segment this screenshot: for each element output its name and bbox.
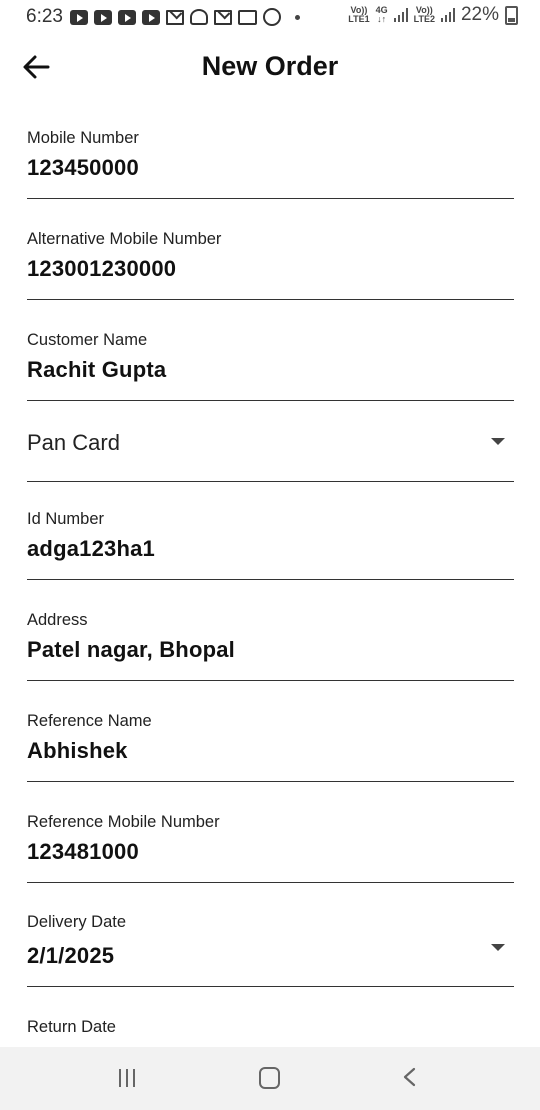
system-indicators — [348, 4, 518, 26]
youtube-icon — [70, 10, 88, 25]
dropdown-value: Pan Card — [27, 430, 120, 455]
field-value: adga123ha1 — [27, 536, 155, 561]
battery-icon — [505, 6, 518, 25]
field-value: 123481000 — [27, 839, 139, 864]
youtube-icon — [142, 10, 160, 25]
home-icon[interactable] — [259, 1067, 280, 1089]
field-label: Id Number — [27, 510, 105, 528]
app-bar — [0, 34, 540, 102]
network-lte1 — [348, 6, 369, 24]
net4g-bottom: ↓↑ — [377, 14, 387, 24]
alternative-mobile-number-field[interactable] — [27, 219, 514, 300]
dot-icon — [295, 15, 300, 20]
back-chevron-icon[interactable] — [402, 1067, 416, 1087]
field-value: 123450000 — [27, 155, 139, 180]
recent-apps-icon[interactable] — [119, 1069, 135, 1087]
shopping-icon — [190, 9, 208, 25]
reference-name-field[interactable] — [27, 701, 514, 782]
net2-bottom: LTE2 — [413, 14, 435, 24]
field-value: 123001230000 — [27, 256, 177, 281]
caret-down-icon — [491, 944, 505, 951]
delivery-date-dropdown[interactable] — [27, 902, 514, 987]
network-lte2 — [414, 6, 435, 24]
battery-percent: 22% — [460, 4, 499, 25]
signal-icon — [441, 8, 455, 22]
field-value: Abhishek — [27, 738, 128, 763]
customer-name-field[interactable] — [27, 320, 514, 401]
field-label: Address — [27, 611, 88, 629]
id-number-field[interactable] — [27, 499, 514, 580]
field-label: Alternative Mobile Number — [27, 230, 222, 248]
notification-icons — [70, 8, 300, 26]
field-value: 2/1/2025 — [27, 943, 115, 968]
address-field[interactable] — [27, 600, 514, 681]
page-title: New Order — [201, 51, 339, 81]
field-label: Reference Mobile Number — [27, 813, 220, 831]
mail-icon — [166, 10, 184, 25]
field-value: Rachit Gupta — [27, 357, 167, 382]
whatsapp-icon — [263, 8, 281, 26]
net1-top: Vo)) — [350, 5, 368, 15]
net2-top: Vo)) — [415, 5, 433, 15]
reference-mobile-number-field[interactable] — [27, 802, 514, 883]
field-label: Return Date — [27, 1018, 116, 1036]
net1-bottom: LTE1 — [348, 14, 370, 24]
field-label: Reference Name — [27, 712, 152, 730]
tv-icon — [238, 10, 257, 25]
youtube-icon — [94, 10, 112, 25]
field-value: Patel nagar, Bhopal — [27, 637, 235, 662]
status-time: 6:23 — [26, 6, 63, 27]
signal-icon — [394, 8, 408, 22]
network-4g — [376, 6, 388, 24]
status-bar — [0, 0, 540, 34]
caret-down-icon — [491, 438, 505, 445]
id-type-dropdown[interactable] — [27, 420, 514, 482]
net4g-top: 4G — [375, 5, 388, 15]
youtube-icon — [118, 10, 136, 25]
system-nav-bar — [0, 1047, 540, 1110]
field-label: Customer Name — [27, 331, 148, 349]
mobile-number-field[interactable] — [27, 118, 514, 199]
mail-icon — [214, 10, 232, 25]
field-label: Mobile Number — [27, 129, 139, 147]
field-label: Delivery Date — [27, 913, 127, 931]
